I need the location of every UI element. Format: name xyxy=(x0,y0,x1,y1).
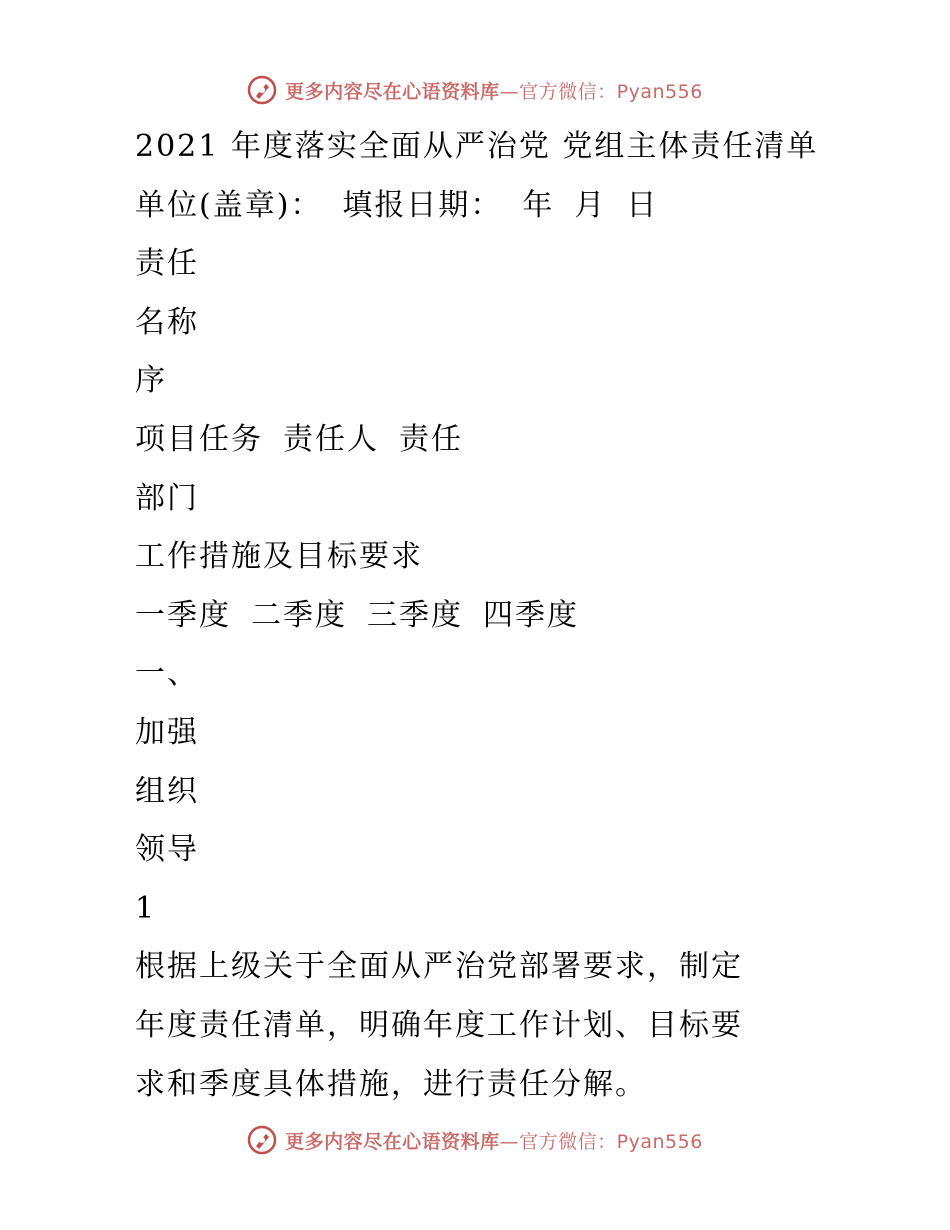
date-year: 年 xyxy=(522,187,555,223)
col-seq: 序 xyxy=(135,363,167,399)
row-number: 1 xyxy=(135,890,157,926)
watermark-wechat-text: 官方微信：Pyan556 xyxy=(519,80,703,103)
col-task-person-dept xyxy=(135,411,855,470)
quarter-1: 一季度 xyxy=(135,597,231,633)
quarter-3: 三季度 xyxy=(367,597,463,633)
col-resp-name-2: 名称 xyxy=(135,304,199,340)
footer-watermark xyxy=(0,1120,950,1160)
unit-label: 单位(盖章)： xyxy=(135,187,323,223)
col-task: 项目任务 xyxy=(135,421,263,457)
col-person: 责任人 xyxy=(283,421,379,457)
watermark-wechat-text: 官方微信：Pyan556 xyxy=(519,1130,703,1153)
quarters-line xyxy=(135,587,855,646)
section-title-2: 组织 xyxy=(135,773,199,809)
watermark-dash: — xyxy=(499,1130,520,1153)
pen-circle-logo-icon xyxy=(247,75,277,105)
section-title-3: 领导 xyxy=(135,832,199,868)
date-month: 月 xyxy=(574,187,607,223)
pen-circle-logo-icon xyxy=(247,1125,277,1155)
date-label: 填报日期： xyxy=(342,187,503,223)
document-body xyxy=(135,118,855,1114)
quarter-2: 二季度 xyxy=(251,597,347,633)
col-dept-1: 责任 xyxy=(399,421,463,457)
col-resp-name-1: 责任 xyxy=(135,246,199,282)
watermark-main-text: 更多内容尽在心语资料库 xyxy=(285,1130,500,1153)
col-dept-2: 部门 xyxy=(135,480,199,516)
body-line-3: 求和季度具体措施，进行责任分解。 xyxy=(135,1066,647,1102)
body-line-2: 年度责任清单，明确年度工作计划、目标要 xyxy=(135,1007,743,1043)
body-line-1: 根据上级关于全面从严治党部署要求，制定 xyxy=(135,949,743,985)
section-number: 一、 xyxy=(135,656,199,692)
date-day: 日 xyxy=(626,187,659,223)
watermark-main-text: 更多内容尽在心语资料库 xyxy=(285,80,500,103)
watermark-dash: — xyxy=(499,80,520,103)
document-title: 2021 年度落实全面从严治党 党组主体责任清单 xyxy=(135,129,819,164)
header-watermark xyxy=(0,70,950,110)
section-title-1: 加强 xyxy=(135,714,199,750)
unit-date-line xyxy=(135,177,855,236)
col-measures: 工作措施及目标要求 xyxy=(135,539,423,575)
quarter-4: 四季度 xyxy=(483,597,579,633)
